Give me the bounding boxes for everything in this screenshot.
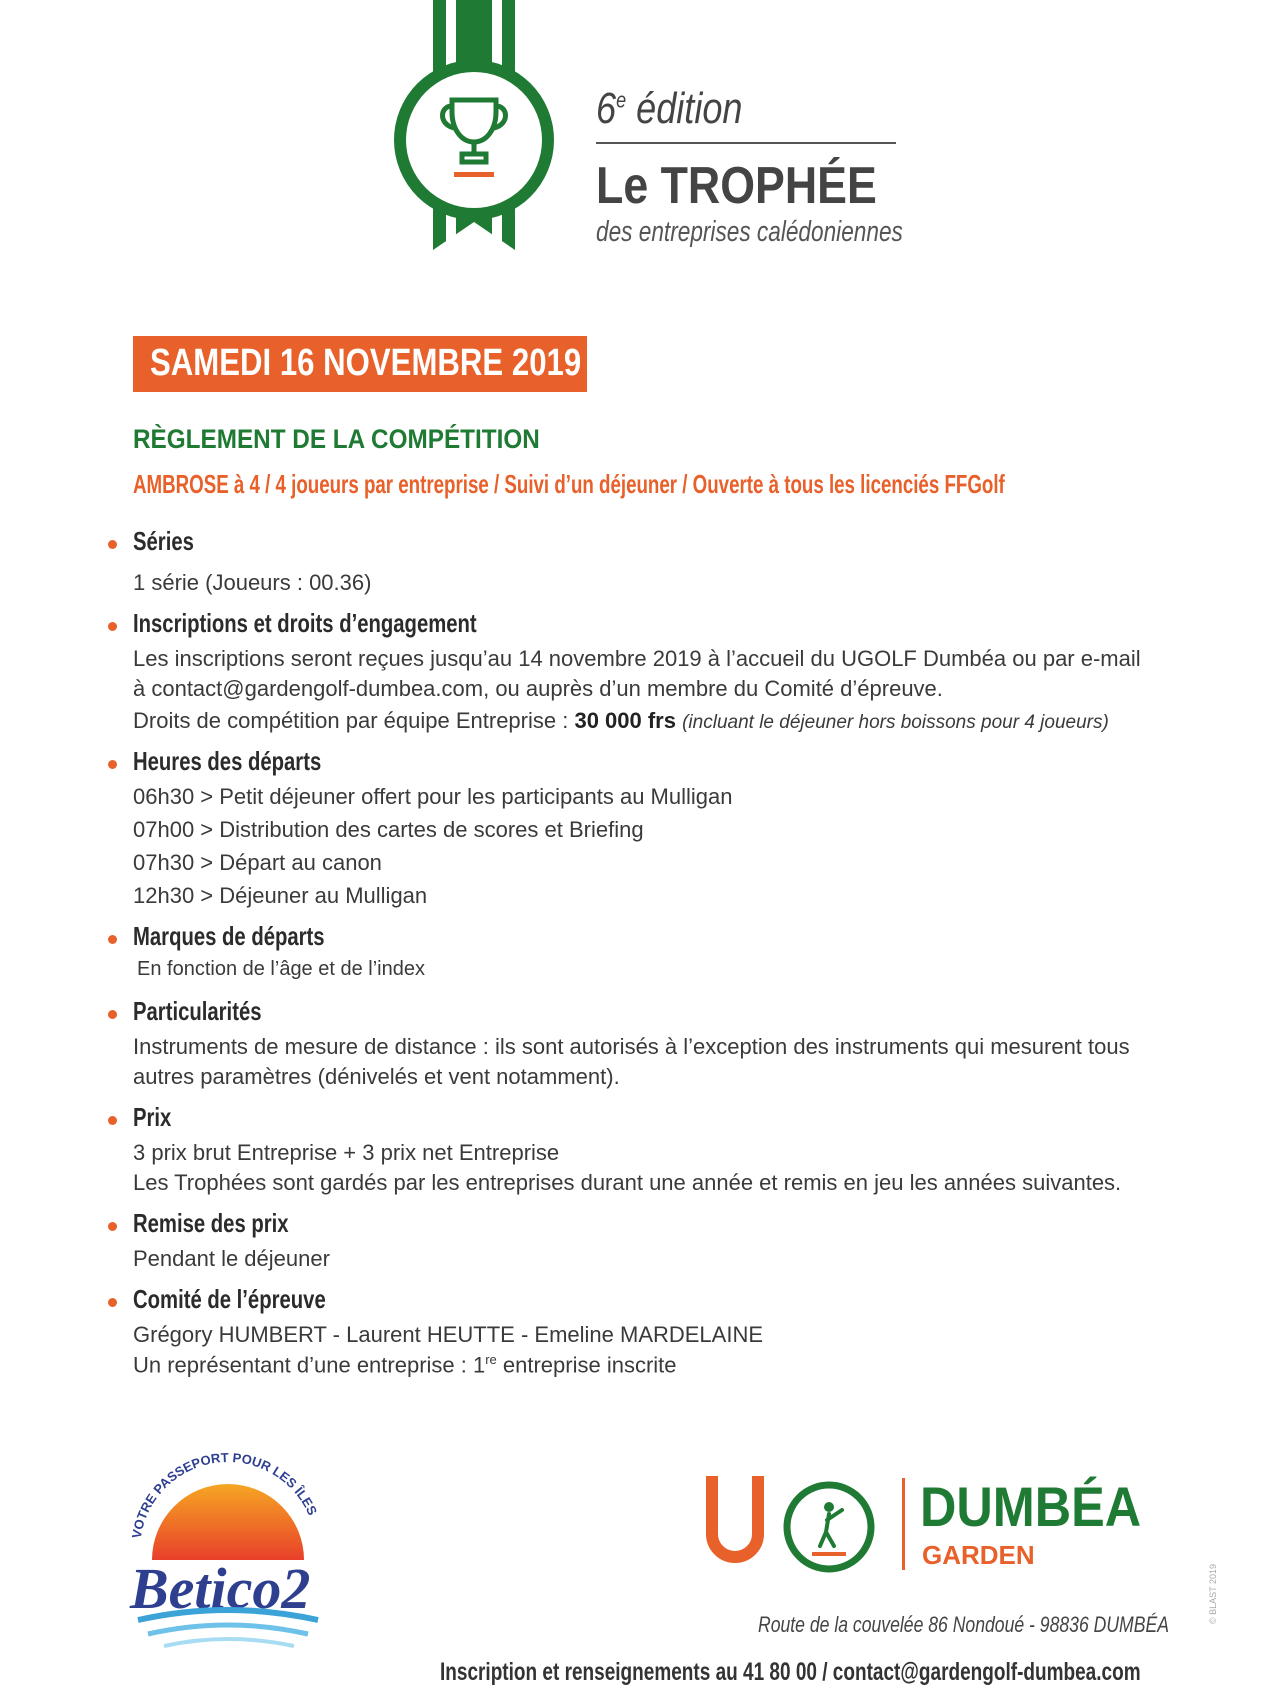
comite-line-2: Un représentant d’une entreprise : 1re entreprise inscrite xyxy=(133,1352,677,1378)
schedule-item: 07h30 > Départ au canon xyxy=(133,850,382,875)
bullet-icon xyxy=(108,760,117,769)
svg-text:VOTRE PASSEPORT POUR LES ÎLES: VOTRE PASSEPORT POUR LES ÎLES xyxy=(128,1450,321,1540)
fee-note: (incluant le déjeuner hors boissons pour 4 joueurs) xyxy=(682,712,1109,733)
inscriptions-line-1: Les inscriptions seront reçues jusqu’au 14 novembre 2019 à l’accueil du UGOLF Dumbéa ou par e-mail xyxy=(133,646,1141,671)
bullet-icon xyxy=(108,935,117,944)
ugolf-u-icon xyxy=(704,1476,766,1568)
section-particularites-title: Particularités xyxy=(133,996,262,1026)
section-inscriptions-title: Inscriptions et droits d’engagement xyxy=(133,608,477,638)
section-heures-title: Heures des départs xyxy=(133,746,322,776)
footer-contact: Inscription et renseignements au 41 80 00 / contact@gardengolf-dumbea.com xyxy=(440,1658,1141,1686)
credit-text: © BLAST 2019 xyxy=(1208,1563,1218,1624)
betico-logo xyxy=(118,1450,338,1660)
section-prix-title: Prix xyxy=(133,1102,172,1132)
trophy-subtitle: des entreprises calédoniennes xyxy=(596,216,903,248)
prix-line-2: Les Trophées sont gardés par les entreprises durant une année et remis en jeu les années suivantes. xyxy=(133,1170,1122,1195)
inscriptions-fee-line: Droits de compétition par équipe Entreprise : 30 000 frs (incluant le déjeuner hors boissons pour 4 joueurs) xyxy=(133,708,1109,733)
logo-separator xyxy=(902,1478,905,1570)
edition-label: 6e édition xyxy=(596,84,743,133)
date-text: SAMEDI 16 NOVEMBRE 2019 xyxy=(150,342,582,384)
ugolf-name: DUMBÉA xyxy=(920,1475,1142,1538)
section-remise-title: Remise des prix xyxy=(133,1208,289,1238)
fee-amount: 30 000 frs xyxy=(574,708,676,733)
remise-line: Pendant le déjeuner xyxy=(133,1246,330,1271)
prix-line-1: 3 prix brut Entreprise + 3 prix net Entreprise xyxy=(133,1140,560,1165)
svg-text:Betico2: Betico2 xyxy=(130,1556,311,1621)
trophy-title: Le TROPHÉE xyxy=(596,157,877,215)
bullet-icon xyxy=(108,622,117,631)
bullet-icon xyxy=(108,540,117,549)
schedule-item: 06h30 > Petit déjeuner offert pour les participants au Mulligan xyxy=(133,784,733,809)
bullet-icon xyxy=(108,1010,117,1019)
rules-title: RÈGLEMENT DE LA COMPÉTITION xyxy=(133,424,540,454)
particularites-line-1: Instruments de mesure de distance : ils sont autorisés à l’exception des instruments qui mesurent tous xyxy=(133,1034,1130,1059)
marques-line: En fonction de l’âge et de l’index xyxy=(137,958,425,980)
section-series-title: Séries xyxy=(133,526,194,556)
footer-address: Route de la couvelée 86 Nondoué - 98836 DUMBÉA xyxy=(758,1612,1169,1637)
ugolf-sub: GARDEN xyxy=(922,1540,1035,1570)
rules-subtitle: AMBROSE à 4 / 4 joueurs par entreprise / Suivi d’un déjeuner / Ouverte à tous les licenciés FFGolf xyxy=(133,469,1005,499)
schedule-item: 07h00 > Distribution des cartes de scores et Briefing xyxy=(133,817,644,842)
section-marques-title: Marques de départs xyxy=(133,921,325,951)
golfer-icon xyxy=(782,1480,876,1574)
bullet-icon xyxy=(108,1222,117,1231)
section-comite-title: Comité de l’épreuve xyxy=(133,1284,326,1314)
bullet-icon xyxy=(108,1116,117,1125)
inscriptions-line-2: à contact@gardengolf-dumbea.com, ou auprès d’un membre du Comité d’épreuve. xyxy=(133,676,943,701)
bullet-icon xyxy=(108,1298,117,1307)
series-line: 1 série (Joueurs : 00.36) xyxy=(133,570,372,595)
comite-line-1: Grégory HUMBERT - Laurent HEUTTE - Emeline MARDELAINE xyxy=(133,1322,764,1347)
schedule-item: 12h30 > Déjeuner au Mulligan xyxy=(133,883,428,908)
trophy-emblem xyxy=(388,0,560,262)
header-rule xyxy=(596,142,896,144)
particularites-line-2: autres paramètres (dénivelés et vent notamment). xyxy=(133,1064,620,1089)
